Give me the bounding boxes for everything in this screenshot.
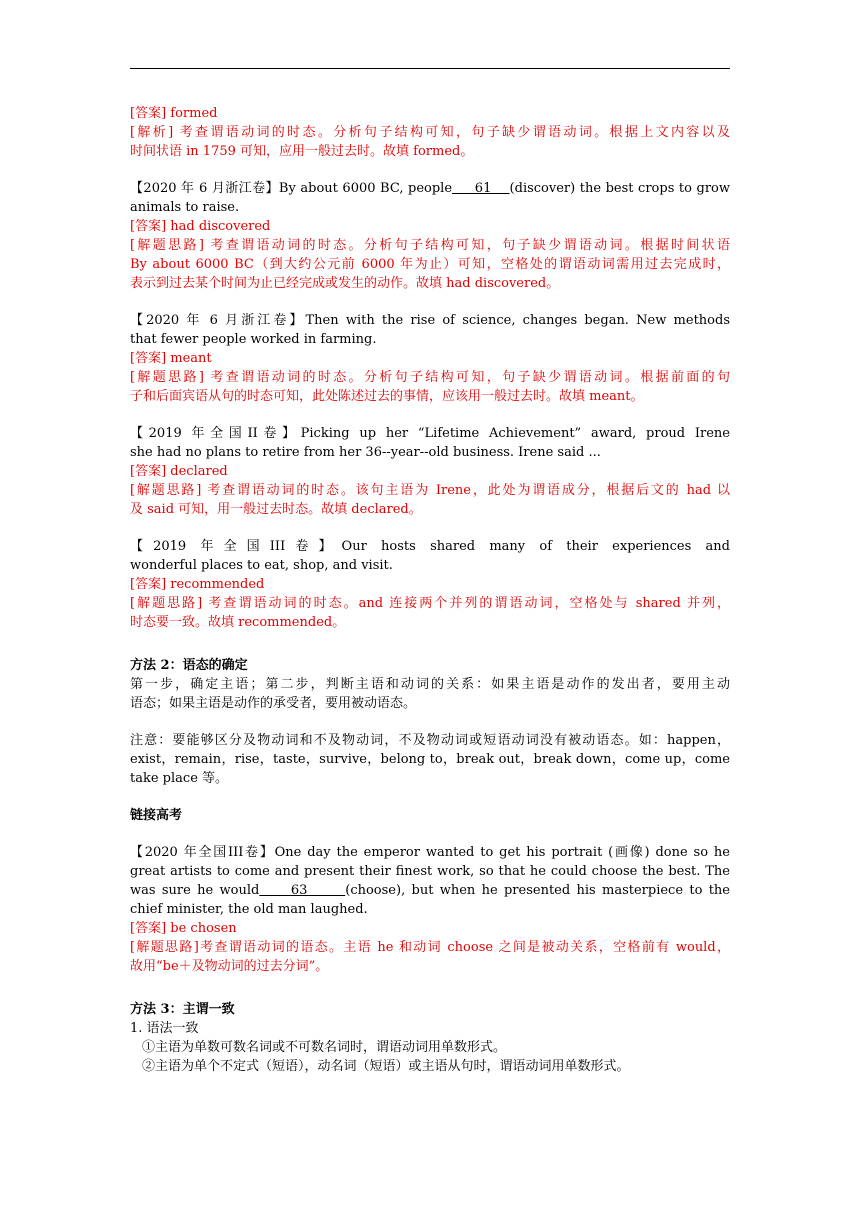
list-subitem: ②主语为单个不定式（短语），动名词（短语）或主语从句时，谓语动词用单数形式。 xyxy=(142,1059,630,1074)
blank-63b: 63 xyxy=(259,883,346,898)
analysis-line: 时间状语 in 1759 可知，应用一般过去时。故填 formed。 xyxy=(130,144,474,159)
question-text: 【2020 年 6 月浙江卷】By about 6000 BC, people xyxy=(130,181,453,196)
analysis-line: [解题思路] 考查谓语动词的时态。分析句子结构可知，句子缺少谓语动词。根据前面的句 xyxy=(130,370,730,385)
paragraph-line: 注意：要能够区分及物动词和不及物动词，不及物动词或短语动词没有被动语态。如：happen， xyxy=(130,733,730,748)
paragraph-line: take place 等。 xyxy=(130,771,229,786)
analysis-line: By about 6000 BC（到大约公元前 6000 年为止）可知，空格处的谓语动词需用过去完成时， xyxy=(130,257,730,272)
question-line xyxy=(130,424,730,443)
answer-line: [答案] be chosen xyxy=(130,921,237,936)
question-line: chief minister, the old man laughed. xyxy=(130,902,368,917)
section-heading: 方法 2：语态的确定 xyxy=(130,658,248,673)
analysis-line: [解析] 考查谓语动词的时态。分析句子结构可知，句子缺少谓语动词。根据上文内容以及 xyxy=(130,125,730,140)
answer-line: [答案] recommended xyxy=(130,577,265,592)
question-text: 【2019 年全国III卷】Our hosts shared many of their experiences and xyxy=(130,539,730,554)
analysis-line: 子和后面宾语从句的时态可知，此处陈述过去的事情，应该用一般过去时。故填 meant。 xyxy=(130,389,644,404)
question-line: she had no plans to retire from her 36--year--old business. Irene said ... xyxy=(130,445,601,460)
list-item: 1. 语法一致 xyxy=(130,1021,199,1036)
analysis-line: [解题思路]考查谓语动词的语态。主语 he 和动词 choose 之间是被动关系，空格前有 would， xyxy=(130,940,730,955)
question-line: wonderful places to eat, shop, and visit. xyxy=(130,558,393,573)
question-line xyxy=(130,537,730,556)
question-text: 【2020 年 6 月浙江卷】Then with the rise of science, changes began. New methods xyxy=(130,313,730,328)
question-text: (discover) the best crops to grow xyxy=(509,181,730,196)
document-body xyxy=(130,104,730,1076)
analysis-line: 时态要一致。故填 recommended。 xyxy=(130,615,346,630)
question-text: 【2019 年全国II卷】Picking up her “Lifetime Achievement” award, proud Irene xyxy=(130,426,730,441)
section-heading: 方法 3：主谓一致 xyxy=(130,1002,235,1017)
answer-line: [答案] declared xyxy=(130,464,228,479)
list-subitem: ①主语为单数可数名词或不可数名词时，谓语动词用单数形式。 xyxy=(142,1040,507,1055)
analysis-line: 及 said 可知，用一般过去时态。故填 declared。 xyxy=(130,502,422,517)
question-line xyxy=(130,311,730,330)
paragraph-line: 语态；如果主语是动作的承受者，要用被动语态。 xyxy=(130,696,417,711)
paragraph-line: exist，remain，rise，taste，survive，belong to，break out，break down，come up，come xyxy=(130,752,730,767)
question-line xyxy=(130,179,730,198)
question-text: was sure he would xyxy=(130,883,260,898)
answer-line: [答案] formed xyxy=(130,106,218,121)
question-line: animals to raise. xyxy=(130,200,240,215)
analysis-line: [解题思路] 考查谓语动词的时态。该句主语为 Irene，此处为谓语成分，根据后文的 had 以 xyxy=(130,483,730,498)
question-line xyxy=(130,881,730,900)
paragraph-line: 第一步，确定主语；第二步，判断主语和动词的关系：如果主语是动作的发出者，要用主动 xyxy=(130,677,730,692)
blank-61: 61 xyxy=(452,181,510,196)
question-line: that fewer people worked in farming. xyxy=(130,332,377,347)
question-line: 【2020 年全国III卷】One day the emperor wanted to get his portrait (画像) done so he xyxy=(130,845,730,860)
section-heading: 链接高考 xyxy=(130,808,183,823)
answer-line: [答案] had discovered xyxy=(130,219,271,234)
question-text: (choose), but when he presented his masterpiece to the xyxy=(345,883,730,898)
analysis-line: 故用“be＋及物动词的过去分词”。 xyxy=(130,959,329,974)
answer-line: [答案] meant xyxy=(130,351,212,366)
analysis-line: [解题思路] 考查谓语动词的时态。and 连接两个并列的谓语动词，空格处与 shared 并列， xyxy=(130,596,730,611)
analysis-line: 表示到过去某个时间为止已经完成或发生的动作。故填 had discovered。 xyxy=(130,276,560,291)
question-line: great artists to come and present their finest work, so that he could choose the best. The xyxy=(130,864,730,879)
header-rule xyxy=(130,68,730,69)
analysis-line: [解题思路] 考查谓语动词的时态。分析句子结构可知，句子缺少谓语动词。根据时间状语 xyxy=(130,238,730,253)
